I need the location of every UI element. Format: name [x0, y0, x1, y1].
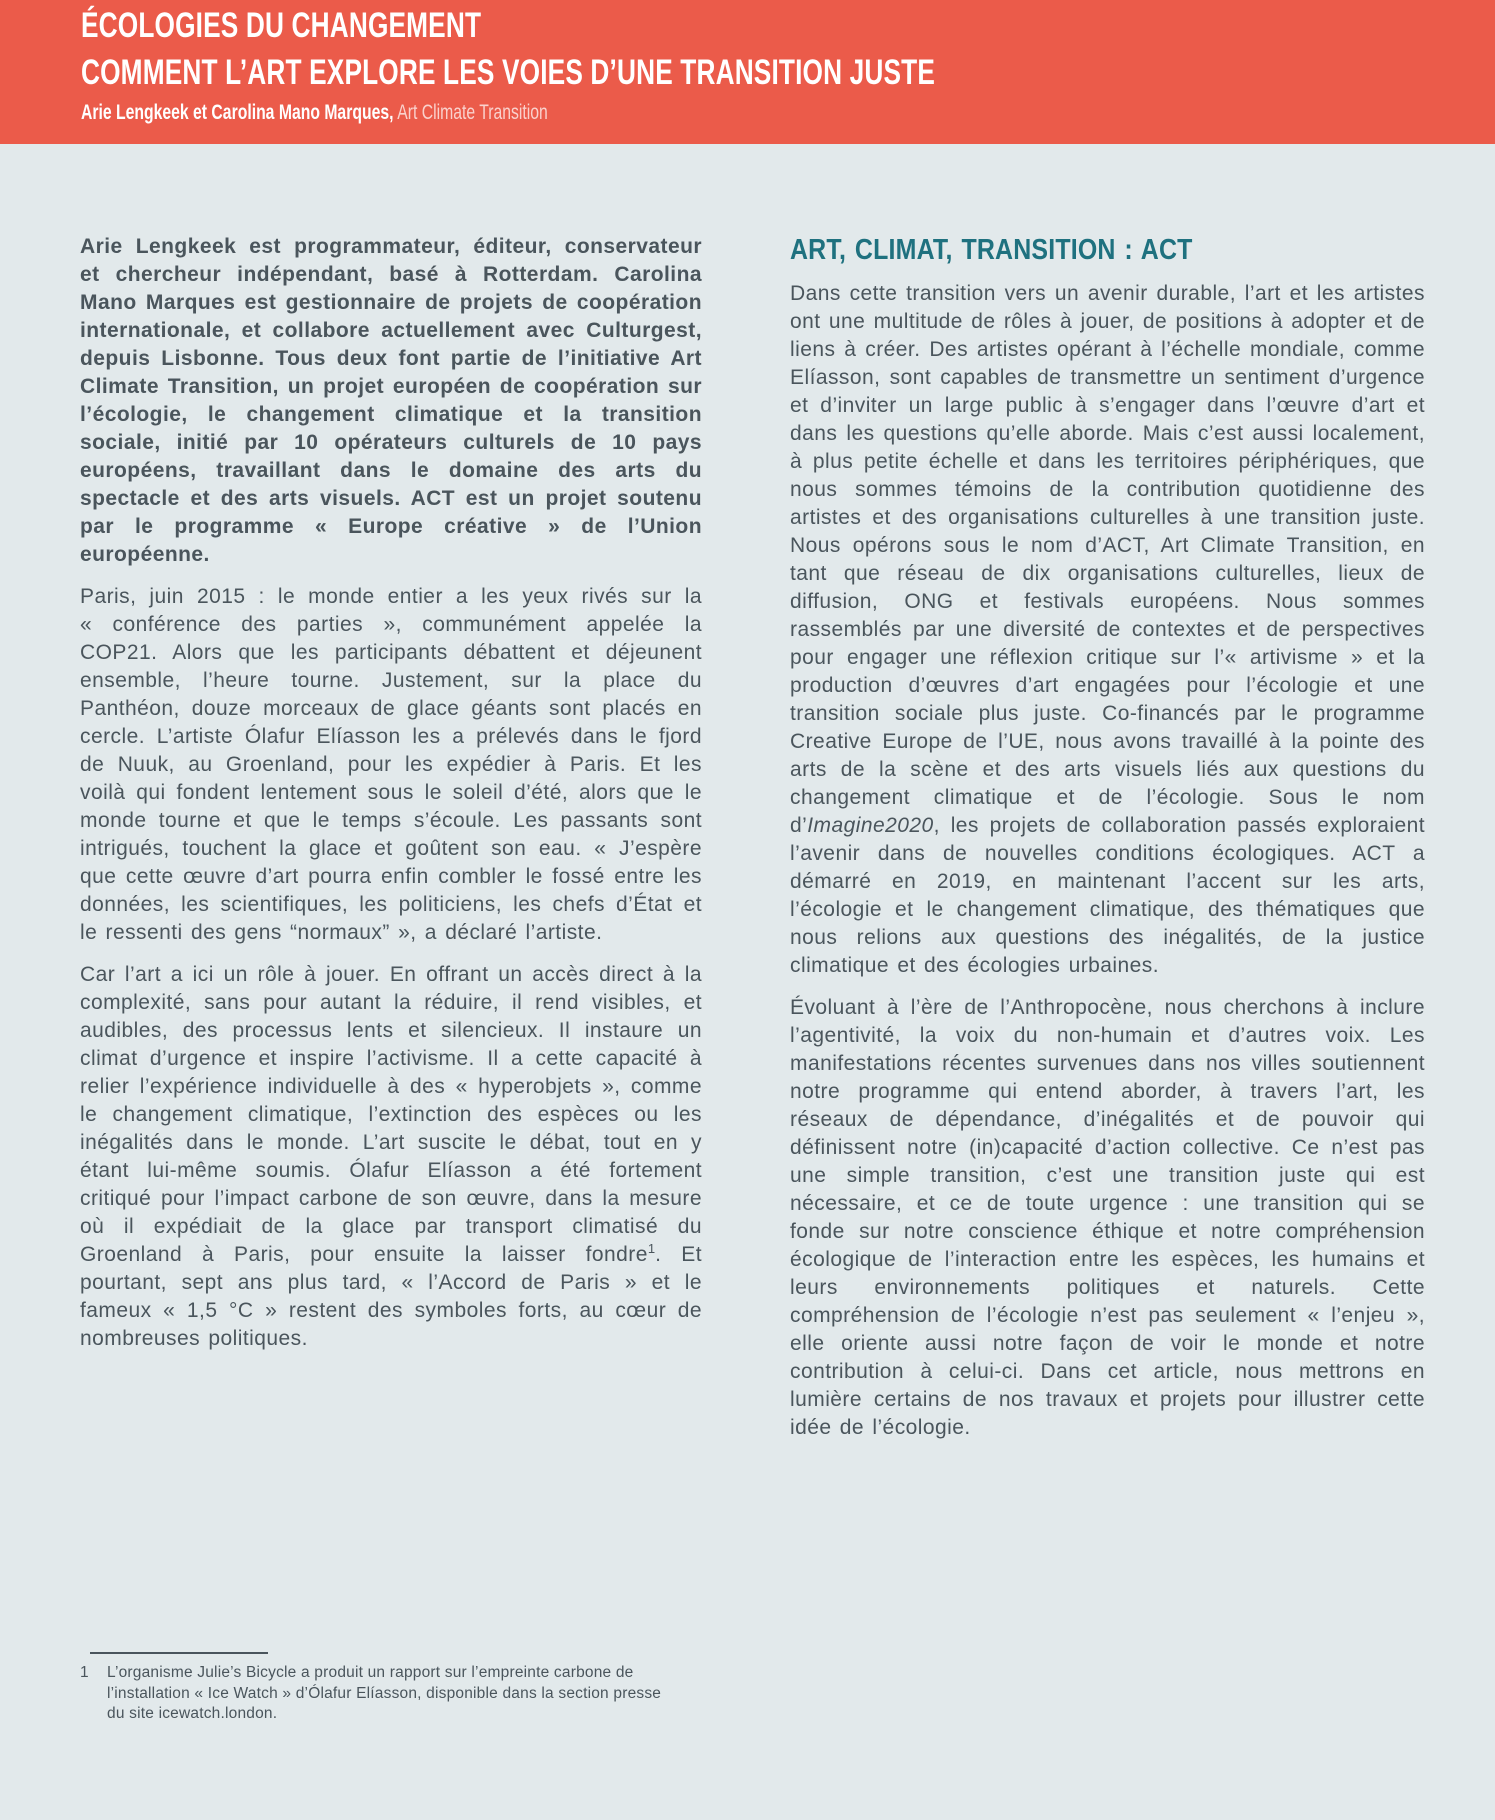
paragraph-anthropocene: Évoluant à l’ère de l’Anthropocène, nous cherchons à inclure l’agentivité, la voix du non-humain et d’autres voix. Les manifestations récentes survenues dans nos villes soutiennent notre programme qui entend aborder, à travers l’art, les réseaux de dépendance, d’inégalités et de pouvoir qui définissent notre (in)capacité d’action collective. Ce n’est pas une simple transition, c’est une transition juste qui est nécessaire, et ce de toute urgence : une transition qui se fonde sur notre conscience éthique et notre compréhension écologique de l’interaction entre les espèces, les humains et leurs environnements politiques et naturels. Cette compréhension de l’écologie n’est pas seulement « l’enjeu », elle oriente aussi notre façon de voir le monde et notre contribution à celui-ci. Dans cet article, nous mettrons en lumière certains de nos travaux et projets pour illustrer cette idée de l’écologie. — [790, 996, 1425, 1439]
header-text-block — [81, 2, 1491, 126]
author-affiliation: Art Climate Transition — [397, 101, 548, 124]
footnote-number: 1 — [80, 1664, 89, 1681]
footnote-text: L’organisme Julie’s Bicycle a produit un rapport sur l’empreinte carbone de l’installation « Ice Watch » d’Ólafur Elíasson, disponible dans la section presse du site icewatch.london. — [107, 1664, 662, 1722]
footnote — [80, 1652, 680, 1725]
paragraph-act-network: Dans cette transition vers un avenir durable, l’art et les artistes ont une multitude de rôles à jouer, de positions à adopter et de liens à créer. Des artistes opérant à l’échelle mondiale, comme Elíasson, sont capables de transmettre un sentiment d’urgence et d’inviter un large public à s’engager dans l’œuvre d’art et dans les questions qu’elle aborde. Mais c’est aussi localement, à plus petite échelle et dans les territoires périphériques, que nous sommes témoins de la contribution quotidienne des artistes et des organisations culturelles à une transition juste. Nous opérons sous le nom d’ACT, Art Climate Transition, en tant que réseau de dix organisations culturelles, lieux de diffusion, ONG et festivals européens. Nous sommes rassemblés par une diversité de contextes et de perspectives pour engager une réflexion critique sur l’« artivisme » et la production d’œuvres d’art engagées pour l’écologie et une transition sociale plus juste. Co-financés par le programme Creative Europe de l’UE, nous avons travaillé à la pointe des arts de la scène et des arts visuels liés aux questions du changement climatique et de l’écologie. Sous le nom d’Imagine2020, les projets de collaboration passés exploraient l’avenir dans de nouvelles conditions écologiques. ACT a démarré en 2019, en maintenant l’accent sur les arts, l’écologie et le changement climatique, des thématiques que nous relions aux questions des inégalités, de la justice climatique et des écologies urbaines. — [790, 282, 1425, 977]
right-column — [790, 233, 1425, 1456]
section-heading: ART, CLIMAT, TRANSITION : ACT — [790, 234, 1193, 266]
article-title-line-2: COMMENT L’ART EXPLORE LES VOIES D’UNE TRANSITION JUSTE — [81, 53, 936, 92]
paragraph-art-role: Car l’art a ici un rôle à jouer. En offrant un accès direct à la complexité, sans pour autant la réduire, il rend visibles, et audibles, des processus lents et silencieux. Il instaure un climat d’urgence et inspire l’activisme. Il a cette capacité à relier l’expérience individuelle à des « hyperobjets », comme le changement climatique, l’extinction des espèces ou les inégalités dans le monde. L’art suscite le débat, tout en y étant lui-même soumis. Ólafur Elíasson a été fortement critiqué pour l’impact carbone de son œuvre, dans la mesure où il expédiait de la glace par transport climatisé du Groenland à Paris, pour ensuite la laisser fondre$^1$. Et pourtant, sept ans plus tard, « l’Accord de Paris » et le fameux « 1,5 °C » restent des symboles forts, au cœur de nombreuses politiques. — [80, 963, 703, 1350]
footnote-row — [80, 1663, 680, 1725]
article-header — [0, 0, 1495, 144]
author-names: Arie Lengkeek et Carolina Mano Marques, — [81, 101, 394, 124]
article-title — [81, 2, 1491, 96]
paragraph-cop21: Paris, juin 2015 : le monde entier a les yeux rivés sur la « conférence des parties », communément appelée la COP21. Alors que les participants débattent et déjeunent ensemble, l’heure tourne. Justement, sur la place du Panthéon, douze morceaux de glace géants sont placés en cercle. L’artiste Ólafur Elíasson les a prélevés dans le fjord de Nuuk, au Groenland, pour les expédier à Paris. Et les voilà qui fondent lentement sous le soleil d’été, alors que le monde tourne et que le temps s’écoule. Les passants sont intrigués, touchent la glace et goûtent son eau. « J’espère que cette œuvre d’art pourra enfin combler le fossé entre les données, les scientifiques, les politiciens, les chefs d’État et le ressenti des gens “normaux” », a déclaré l’artiste. — [80, 585, 702, 944]
footnote-rule — [90, 1652, 268, 1654]
article-title-line-1: ÉCOLOGIES DU CHANGEMENT — [81, 6, 482, 45]
byline — [81, 100, 1491, 126]
intro-paragraph: Arie Lengkeek est programmateur, éditeur, conservateur et chercheur indépendant, basé à Rotterdam. Carolina Mano Marques est gestionnaire de projets de coopération internationale, et collabore actuellement avec Culturgest, depuis Lisbonne. Tous deux font partie de l’initiative Art Climate Transition, un projet européen de coopération sur l’écologie, le changement climatique et la transition sociale, initié par 10 opérateurs culturels de 10 pays européens, travaillant dans le domaine des arts du spectacle et des arts visuels. ACT est un projet soutenu par le programme « Europe créative » de l’Union européenne. — [80, 235, 702, 566]
left-column — [80, 233, 702, 1367]
